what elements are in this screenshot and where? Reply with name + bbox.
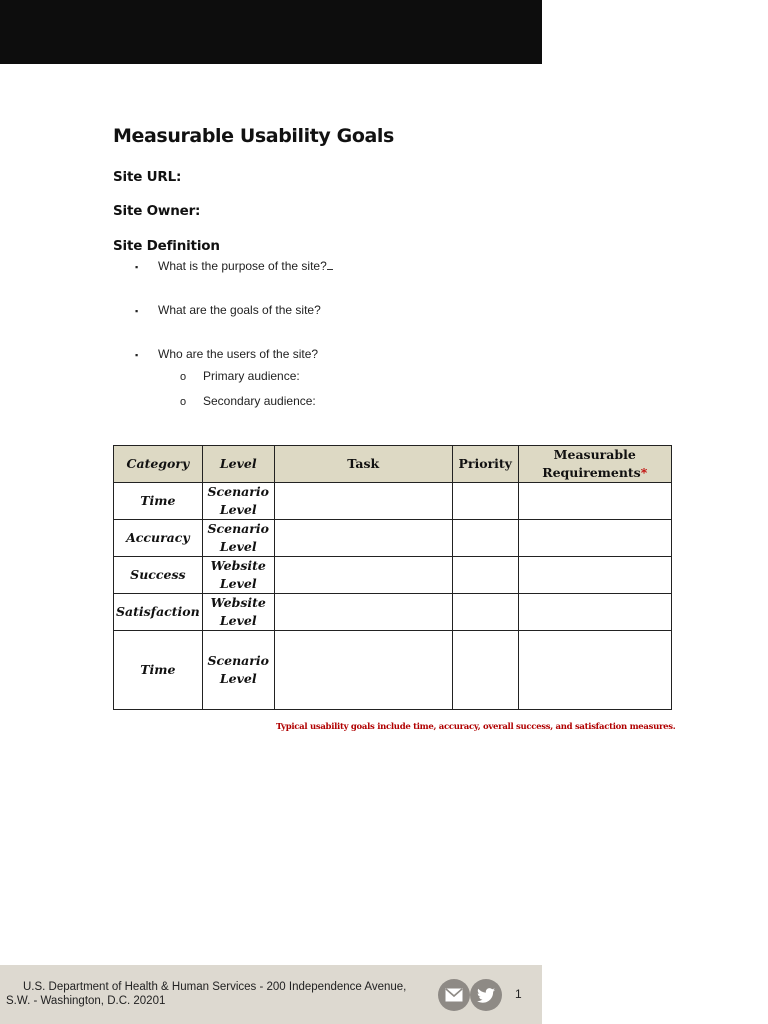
table-header-row [114, 446, 672, 483]
primary-audience-item [180, 369, 300, 383]
task-cell [274, 483, 452, 520]
bullet-icon: ▪ [135, 262, 139, 272]
footer-address [6, 980, 416, 1008]
table-row [114, 483, 672, 520]
page-number: 1 [515, 987, 522, 1001]
footnote: Typical usability goals include time, accuracy, overall success, and satisfaction measures. [276, 722, 676, 732]
usability-goals-table [113, 445, 672, 710]
priority-cell [452, 520, 518, 557]
sub-bullet-icon: o [180, 396, 187, 408]
category-cell: Satisfaction [114, 594, 203, 631]
header-priority: Priority [452, 446, 518, 483]
table-row [114, 631, 672, 710]
requirements-cell [518, 520, 671, 557]
site-owner-label: Site Owner: [113, 203, 201, 219]
task-cell [274, 594, 452, 631]
address-line-2: S.W. - Washington, D.C. 20201 [6, 995, 166, 1007]
header-requirements [518, 446, 671, 483]
site-definition-label: Site Definition [113, 238, 220, 254]
requirements-cell [518, 631, 671, 710]
level-cell: Scenario Level [202, 483, 274, 520]
level-cell: Scenario Level [202, 631, 274, 710]
header-task: Task [274, 446, 452, 483]
required-asterisk: * [640, 465, 648, 480]
question-users [135, 347, 318, 361]
task-cell [274, 631, 452, 710]
requirements-cell [518, 594, 671, 631]
bullet-icon: ▪ [135, 306, 139, 316]
table-row [114, 594, 672, 631]
category-cell: Success [114, 557, 203, 594]
question-goals [135, 303, 321, 317]
question-text: What are the goals of the site? [158, 303, 321, 317]
requirements-cell [518, 483, 671, 520]
address-line-1: U.S. Department of Health & Human Services - 200 Independence Avenue, [23, 981, 407, 993]
task-cell [274, 520, 452, 557]
category-cell: Time [114, 483, 203, 520]
question-purpose [135, 258, 333, 273]
email-icon[interactable] [438, 979, 470, 1011]
audience-text: Secondary audience: [203, 394, 316, 408]
bullet-icon: ▪ [135, 350, 139, 360]
question-text: Who are the users of the site? [158, 347, 319, 361]
table-row [114, 520, 672, 557]
header-level: Level [202, 446, 274, 483]
header-category: Category [114, 446, 203, 483]
audience-text: Primary audience: [203, 369, 300, 383]
level-cell: Website Level [202, 557, 274, 594]
priority-cell [452, 631, 518, 710]
requirements-cell [518, 557, 671, 594]
question-text: What is the purpose of the site? [158, 259, 327, 273]
header-requirements-text: Measurable Requirements [542, 447, 641, 480]
priority-cell [452, 594, 518, 631]
sub-bullet-icon: o [180, 371, 187, 383]
twitter-icon[interactable] [470, 979, 502, 1011]
table-row [114, 557, 672, 594]
priority-cell [452, 483, 518, 520]
level-cell: Scenario Level [202, 520, 274, 557]
text-cursor-mark [327, 258, 333, 270]
category-cell: Accuracy [114, 520, 203, 557]
document-title: Measurable Usability Goals [113, 125, 394, 147]
category-cell: Time [114, 631, 203, 710]
secondary-audience-item [180, 394, 316, 408]
task-cell [274, 557, 452, 594]
priority-cell [452, 557, 518, 594]
level-cell: Website Level [202, 594, 274, 631]
top-header-bar [0, 0, 542, 64]
site-url-label: Site URL: [113, 169, 182, 185]
